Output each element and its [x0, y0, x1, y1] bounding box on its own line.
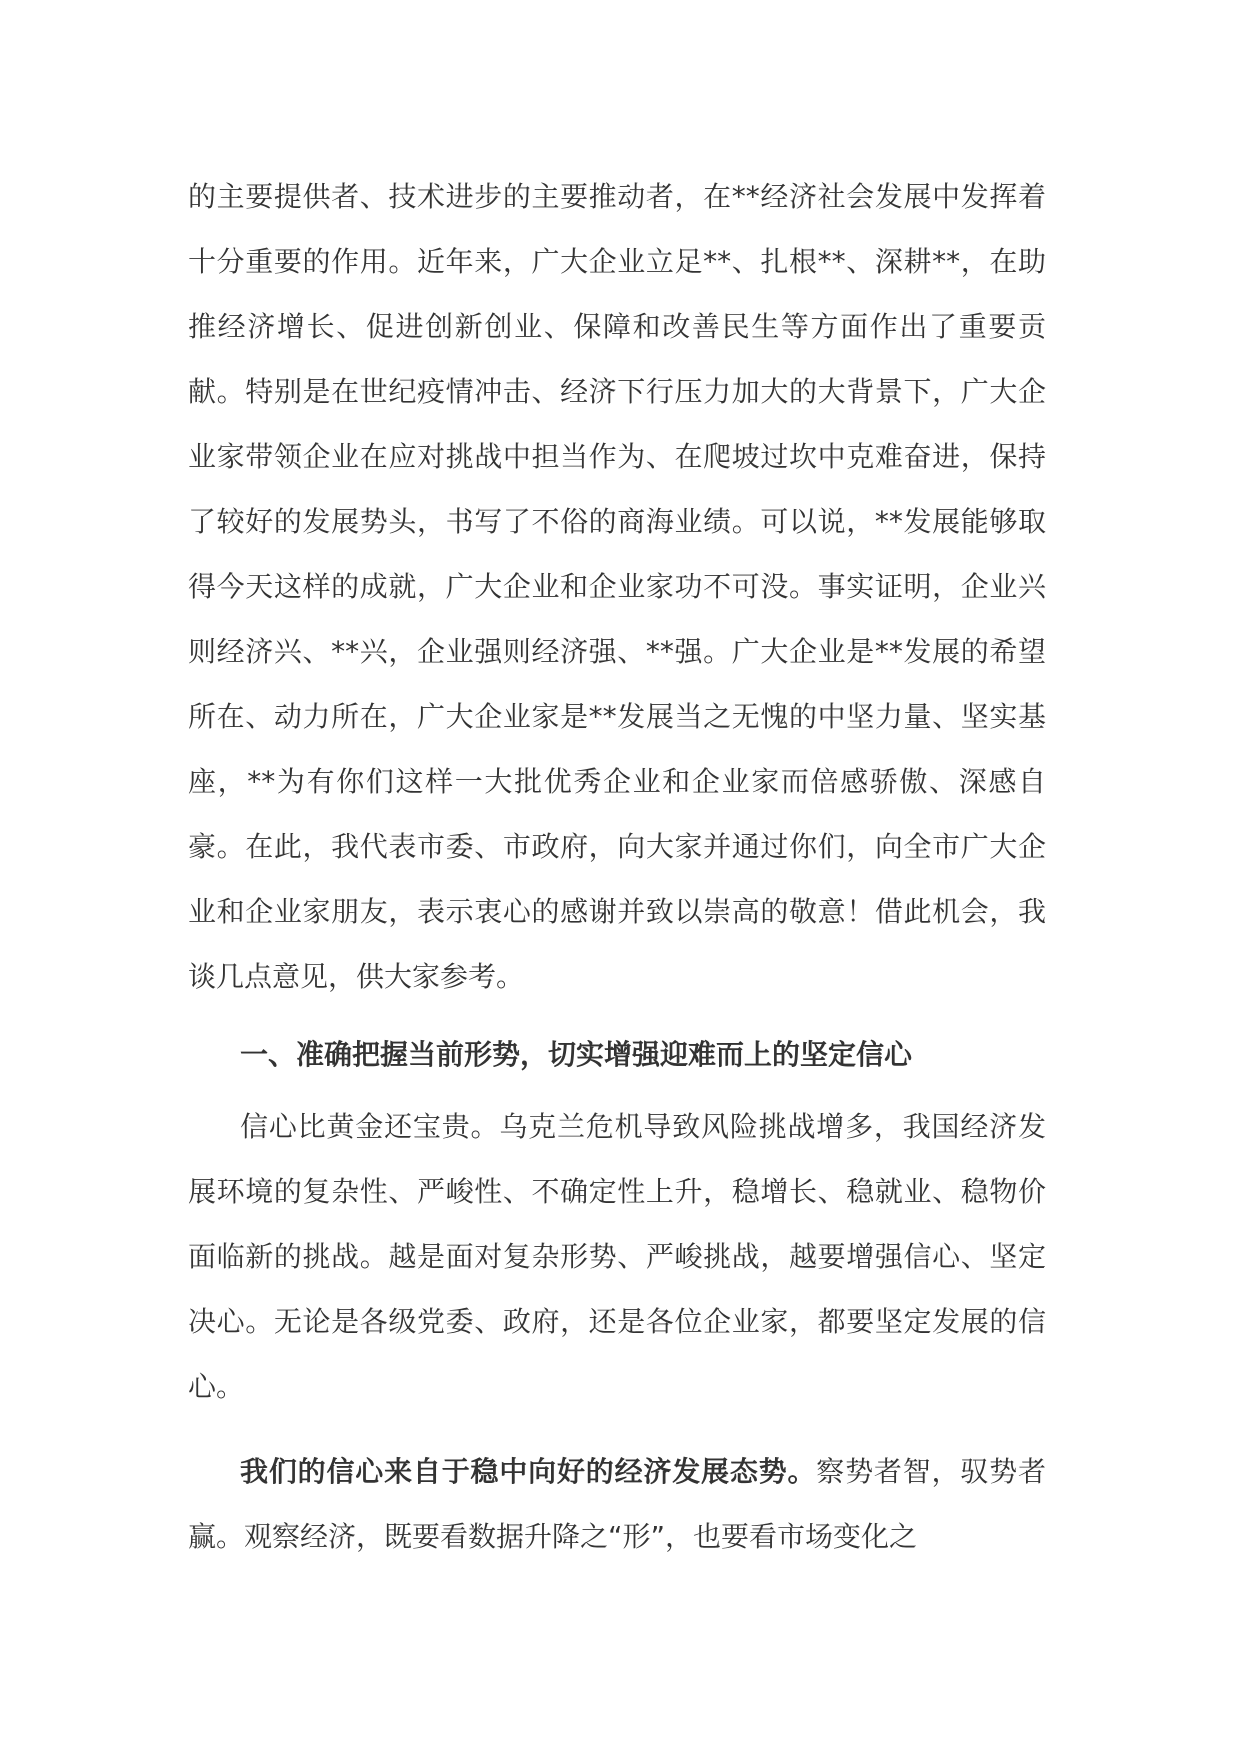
- paragraph-lead-sentence: 我们的信心来自于稳中向好的经济发展态势。: [240, 1455, 817, 1488]
- paragraph-trend: [188, 1439, 1046, 1569]
- paragraph-with-lead: [188, 1439, 1046, 1569]
- paragraph-text: 的主要提供者、技术进步的主要推动者，在**经济社会发展中发挥着十分重要的作用。近年来，广大企业立足**、扎根**、深耕**，在助推经济增长、促进创新创业、保障和改善民生等方面作出了重要贡献。特别是在世纪疫情冲击、经济下行压力加大的大背景下，广大企业家带领企业在应对挑战中担当作为、在爬坡过坎中克难奋进，保持了较好的发展势头，书写了不俗的商海业绩。可以说，**发展能够取得今天这样的成就，广大企业和企业家功不可没。事实证明，企业兴则经济兴、**兴，企业强则经济强、**强。广大企业是**发展的希望所在、动力所在，广大企业家是**发展当之无愧的中坚力量、坚实基座，**为有你们这样一大批优秀企业和企业家而倍感骄傲、深感自豪。在此，我代表市委、市政府，向大家并通过你们，向全市广大企业和企业家朋友，表示衷心的感谢并致以崇高的敬意！借此机会，我谈几点意见，供大家参考。: [188, 180, 1046, 993]
- paragraph-confidence: [188, 1094, 1046, 1419]
- paragraph-continuation: [188, 164, 1046, 1009]
- section-heading-text: 一、准确把握当前形势，切实增强迎难而上的坚定信心: [240, 1038, 913, 1071]
- paragraph-rest-text: 察势者智，驭势者赢。观察经济，既要看数据升降之“形”，也要看市场变化之: [188, 1455, 1046, 1553]
- section-heading: [188, 1022, 1046, 1087]
- paragraph-text: 信心比黄金还宝贵。乌克兰危机导致风险挑战增多，我国经济发展环境的复杂性、严峻性、不确定性上升，稳增长、稳就业、稳物价面临新的挑战。越是面对复杂形势、严峻挑战，越要增强信心、坚定决心。无论是各级党委、政府，还是各位企业家，都要坚定发展的信心。: [188, 1110, 1046, 1403]
